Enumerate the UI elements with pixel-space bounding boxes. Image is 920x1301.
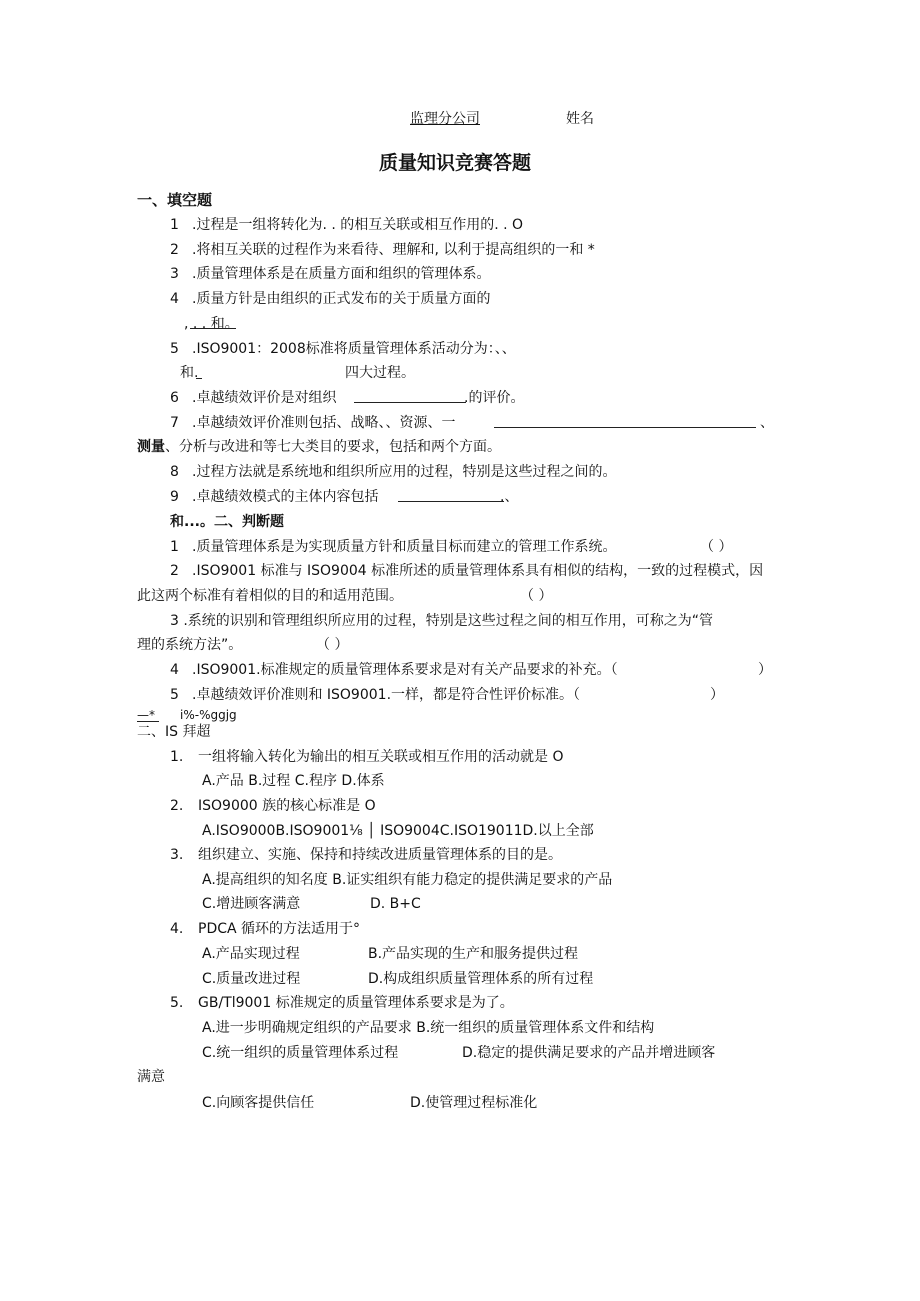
- c4-option-a: A.产品实现过程: [202, 946, 300, 962]
- c3-options-ab: A.提高组织的知名度 B.证实组织有能力稳定的提供满足要求的产品: [202, 872, 613, 888]
- c2-options: A.ISO9000B.ISO9001⅛ │ ISO9004C.ISO19011D.以上全部: [202, 823, 594, 839]
- c2-number: 2.: [170, 798, 184, 814]
- page-title: 质量知识竞赛答题: [379, 152, 532, 174]
- garbled-text-a: —*: [137, 708, 155, 722]
- c5-option-d: D.稳定的提供满足要求的产品并增进顾客: [462, 1045, 716, 1061]
- q5-number: 5: [170, 341, 179, 357]
- fill-section-heading: 一、填空题: [137, 191, 213, 209]
- c1-number: 1.: [170, 749, 184, 765]
- q7-continuation: [137, 438, 501, 456]
- c5-text: GB/Tl9001 标准规定的质量管理体系要求是为了。: [198, 995, 514, 1011]
- q7-blank: [494, 413, 756, 428]
- q3-number: 3: [170, 266, 179, 282]
- q1-number: 1: [170, 217, 179, 233]
- q5-continuation: 和.: [180, 365, 199, 381]
- c5-option-c2: C.向顾客提供信任: [202, 1095, 315, 1111]
- q1-text: .过程是一组将转化为. . 的相互关联或相互作用的. . O: [192, 217, 524, 233]
- c5-number: 5.: [170, 995, 184, 1011]
- j3-continuation: 理的系统方法”。: [137, 637, 243, 653]
- c4-text: PDCA 循环的方法适用于°: [198, 921, 361, 937]
- q2-text: .将相互关联的过程作为来看待、理解和, 以利于提高组织的一和 *: [192, 242, 595, 258]
- q6-text: .卓越绩效评价是对组织: [192, 390, 337, 406]
- c4-option-d: D.构成组织质量管理体系的所有过程: [368, 971, 594, 987]
- j1-paren: （ ）: [700, 539, 733, 555]
- c1-text: 一组将输入转化为输出的相互关联或相互作用的活动就是 O: [198, 749, 564, 765]
- c5-option-d-wrap: 满意: [137, 1069, 165, 1085]
- q8-text: .过程方法就是系统地和组织所应用的过程，特别是这些过程之间的。: [192, 464, 617, 480]
- q9-blank: [398, 487, 504, 502]
- q6-blank: [354, 388, 466, 403]
- c3-text: 组织建立、实施、保持和持续改进质量管理体系的目的是。: [198, 847, 562, 863]
- j2-continuation: 此这两个标准有着相似的目的和适用范围。: [137, 588, 403, 604]
- q7-measure-word: 测量: [137, 439, 165, 455]
- c5-option-c: C.统一组织的质量管理体系过程: [202, 1045, 399, 1061]
- j3-paren: （ ）: [316, 637, 349, 653]
- q5-blank: [196, 364, 202, 379]
- c5-option-d2: D.使管理过程标准化: [410, 1095, 538, 1111]
- judge-section-heading: 和...。二、判断题: [170, 514, 284, 530]
- j4-text: .ISO9001.标准规定的质量管理体系要求是对有关产品要求的补充。（: [192, 662, 618, 678]
- j5-number: 5: [170, 687, 179, 703]
- q7-continuation-rest: 、分析与改进和等七大类目的要求，包括和两个方面。: [165, 439, 501, 455]
- c2-text: ISO9000 族的核心标准是 O: [198, 798, 376, 814]
- c3-number: 3.: [170, 847, 184, 863]
- j2-paren: （ ）: [520, 588, 553, 604]
- c1-options: A.产品 B.过程 C.程序 D.体系: [202, 773, 385, 789]
- q9-number: 9: [170, 489, 179, 505]
- q3-text: .质量管理体系是在质量方面和组织的管理体系。: [192, 266, 491, 282]
- c3-option-d: D. B+C: [370, 896, 421, 912]
- q4-number: 4: [170, 291, 179, 307]
- name-label: 姓名: [566, 111, 594, 127]
- q7-text: .卓越绩效评价准则包括、战略、、资源、一: [192, 415, 456, 431]
- c5-options-ab: A.进一步明确规定组织的产品要求 B.统一组织的质量管理体系文件和结构: [202, 1020, 655, 1036]
- q4-continuation: , . . 和。: [184, 316, 239, 332]
- garbled-underline: [137, 721, 159, 722]
- q5-text: .ISO9001：2008标准将质量管理体系活动分为：、、: [192, 341, 516, 357]
- garbled-text-b: i%-%ggjg: [180, 708, 237, 722]
- q4-text: .质量方针是由组织的正式发布的关于质量方面的: [192, 291, 491, 307]
- j1-text: .质量管理体系是为实现质量方针和质量目标而建立的管理工作系统。: [192, 539, 617, 555]
- q6-text-end: .的评价。: [464, 390, 525, 406]
- j2-number: 2: [170, 563, 179, 579]
- j2-text: .ISO9001 标准与 ISO9004 标准所述的质量管理体系具有相似的结构，一致的过程模式，因: [192, 563, 764, 579]
- q7-number: 7: [170, 415, 179, 431]
- j1-number: 1: [170, 539, 179, 555]
- q6-number: 6: [170, 390, 179, 406]
- j4-number: 4: [170, 662, 179, 678]
- company-label: 监理分公司: [410, 111, 480, 127]
- c4-option-b: B.产品实现的生产和服务提供过程: [368, 946, 579, 962]
- q4-blank: [190, 314, 236, 329]
- q5-continuation-end: 四大过程。: [345, 365, 415, 381]
- c4-number: 4.: [170, 921, 184, 937]
- q2-number: 2: [170, 242, 179, 258]
- q7-text-end: 、: [760, 415, 774, 431]
- j5-text: .卓越绩效评价准则和 ISO9001.一样，都是符合性评价标准。（: [192, 687, 581, 703]
- choice-section-heading: 二、IS 拜超: [137, 724, 211, 740]
- j5-paren: ）: [710, 687, 724, 703]
- j4-paren: ）: [758, 662, 772, 678]
- q9-text: .卓越绩效模式的主体内容包括: [192, 489, 379, 505]
- q9-text-end: .、: [500, 489, 519, 505]
- q8-number: 8: [170, 464, 179, 480]
- c4-option-c: C.质量改进过程: [202, 971, 301, 987]
- c3-option-c: C.增进顾客满意: [202, 896, 301, 912]
- j3-text: 3 .系统的识别和管理组织所应用的过程，特别是这些过程之间的相互作用，可称之为“管: [170, 613, 714, 629]
